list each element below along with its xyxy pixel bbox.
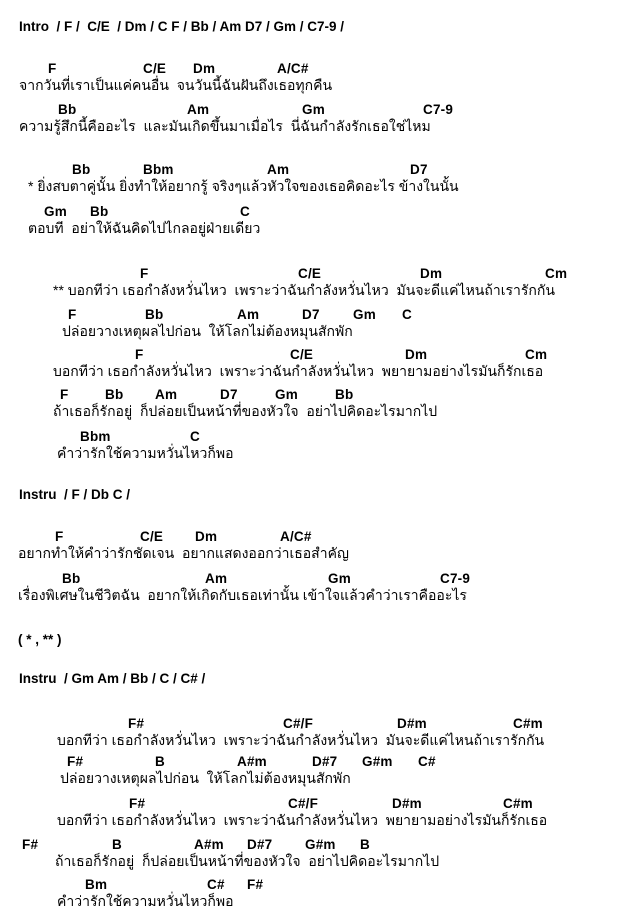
- chord-symbol: Bbm: [80, 429, 111, 444]
- chord-symbol: Am: [267, 162, 290, 177]
- chord-symbol: C#: [207, 877, 225, 892]
- section-label-instru-line-1: [0, 486, 620, 506]
- chord-symbol: F: [140, 266, 149, 281]
- chord-symbol: C7-9: [423, 102, 454, 117]
- chord-symbol: Dm: [405, 347, 428, 362]
- lyric-text: ปล่อยวางเหตุผลไปก่อน ให้โลกไม่ต้องหมุนสักพัก: [60, 770, 351, 786]
- chord-symbol: Gm: [44, 204, 67, 219]
- lyric-text: อยากทำให้คำว่ารักชัดเจน อยากแสดงออกว่าเธอสำคัญ: [18, 545, 349, 561]
- chord-symbol: Gm: [275, 387, 298, 402]
- lyric-line-prechorus-lyric-2: [0, 219, 620, 239]
- chord-symbol: Bb: [90, 204, 109, 219]
- lyric-text: * ยิ่งสบตาคู่นั้น ยิ่งทำให้อยากรู้ จริงๆแล้วหัวใจของเธอคิดอะไร ข้างในนั้น: [28, 178, 459, 194]
- chord-symbol: B: [155, 754, 165, 769]
- lyric-line-verse1-lyric-2: [0, 117, 620, 137]
- chord-symbol: Am: [155, 387, 178, 402]
- chord-symbol: F: [48, 61, 57, 76]
- chord-symbol: F: [68, 307, 77, 322]
- lyric-text: ถ้าเธอก็รักอยู่ ก็ปล่อยเป็นหน้าที่ของหัวใจ อย่าไปคิดอะไรมากไป: [55, 853, 440, 869]
- lyric-text: เรื่องพิเศษในชีวิตฉัน อยากให้เกิดกับเธอเท่านั้น เข้าใจแล้วคำว่าเราคืออะไร: [18, 587, 467, 603]
- chord-symbol: F: [60, 387, 69, 402]
- chord-symbol: Bm: [85, 877, 108, 892]
- chord-symbol: Cm: [525, 347, 548, 362]
- chord-symbol: Bb: [105, 387, 124, 402]
- chord-symbol: A#m: [237, 754, 267, 769]
- chord-symbol: B: [112, 837, 122, 852]
- lyric-text: ตอบที อย่าให้ฉันคิดไปไกลอยู่ฝ่ายเดียว: [28, 220, 261, 236]
- chord-symbol: Am: [237, 307, 260, 322]
- lyric-line-final-chorus-lyric-4: [0, 852, 620, 872]
- chord-symbol: Am: [205, 571, 228, 586]
- section-label-intro-line: [0, 18, 620, 38]
- chord-symbol: A/C#: [280, 529, 312, 544]
- chord-symbol: Bb: [62, 571, 81, 586]
- chord-symbol: D7: [302, 307, 320, 322]
- chord-symbol: F: [135, 347, 144, 362]
- lyric-text: ความรู้สึกนี้คืออะไร และมันเกิดขึ้นมาเมื่อไร นี่ฉันกำลังรักเธอใช่ไหม: [19, 118, 431, 134]
- chord-symbol: Bb: [145, 307, 164, 322]
- chord-symbol: C7-9: [440, 571, 471, 586]
- chord-symbol: C/E: [290, 347, 314, 362]
- lyric-line-prechorus-lyric-1: [0, 177, 620, 197]
- section-label-text: ( * , ** ): [18, 632, 62, 647]
- lyric-line-final-chorus-lyric-3: [0, 811, 620, 831]
- chord-symbol: F#: [129, 796, 146, 811]
- lyric-line-chorus-lyric-3: [0, 362, 620, 382]
- chord-symbol: C/E: [140, 529, 164, 544]
- lyric-text: ** บอกทีว่า เธอกำลังหวั่นไหว เพราะว่าฉันกำลังหวั่นไหว มันจะดีแค่ไหนถ้าเรารักกัน: [53, 282, 555, 298]
- chord-symbol: C/E: [298, 266, 322, 281]
- chord-symbol: A/C#: [277, 61, 309, 76]
- chord-symbol: C#m: [503, 796, 533, 811]
- chord-symbol: Gm: [328, 571, 351, 586]
- section-label-text: Instru / F / Db C /: [19, 487, 130, 502]
- chord-symbol: D7: [220, 387, 238, 402]
- chord-symbol: C: [240, 204, 250, 219]
- chord-symbol: Gm: [353, 307, 376, 322]
- section-label-text: Instru / Gm Am / Bb / C / C# /: [19, 671, 206, 686]
- lyric-line-chorus-lyric-5: [0, 444, 620, 464]
- chord-symbol: D#7: [247, 837, 273, 852]
- chord-symbol: B: [360, 837, 370, 852]
- chord-symbol: C#/F: [288, 796, 319, 811]
- chord-symbol: A#m: [194, 837, 224, 852]
- lyric-line-verse2-lyric-2: [0, 586, 620, 606]
- section-label-repeat-marker-line: [0, 631, 620, 651]
- lyric-line-verse2-lyric-1: [0, 544, 620, 564]
- chord-symbol: Am: [187, 102, 210, 117]
- chord-symbol: C/E: [143, 61, 167, 76]
- chord-symbol: F: [55, 529, 64, 544]
- chord-symbol: F#: [247, 877, 264, 892]
- section-label-text: Intro / F / C/E / Dm / C F / Bb / Am D7 / Gm / C7-9 /: [19, 19, 345, 34]
- lyric-text: ถ้าเธอก็รักอยู่ ก็ปล่อยเป็นหน้าที่ของหัวใจ อย่าไปคิดอะไรมากไป: [53, 403, 438, 419]
- chord-symbol: C#m: [513, 716, 543, 731]
- lyric-line-verse1-lyric-1: [0, 76, 620, 96]
- chord-symbol: C#: [418, 754, 436, 769]
- chord-symbol: F#: [22, 837, 39, 852]
- chord-symbol: Bb: [58, 102, 77, 117]
- chord-symbol: Bb: [335, 387, 354, 402]
- chord-symbol: C: [190, 429, 200, 444]
- lyric-line-final-chorus-lyric-5: [0, 892, 620, 912]
- chord-symbol: G#m: [362, 754, 393, 769]
- section-label-instru-line-2: [0, 670, 620, 690]
- chord-symbol: C#/F: [283, 716, 314, 731]
- lyric-text: คำว่ารักใช้ความหวั่นไหวก็พอ: [57, 893, 234, 909]
- lyric-text: คำว่ารักใช้ความหวั่นไหวก็พอ: [57, 445, 234, 461]
- lyric-text: บอกทีว่า เธอกำลังหวั่นไหว เพราะว่าฉันกำลังหวั่นไหว มันจะดีแค่ไหนถ้าเรารักกัน: [57, 732, 545, 748]
- lyric-text: บอกทีว่า เธอกำลังหวั่นไหว เพราะว่าฉันกำลังหวั่นไหว พยายามอย่างไรมันก็รักเธอ: [57, 812, 548, 828]
- chord-symbol: Bbm: [143, 162, 174, 177]
- chord-symbol: G#m: [305, 837, 336, 852]
- chord-symbol: Dm: [195, 529, 218, 544]
- chord-symbol: C: [402, 307, 412, 322]
- chord-symbol: Dm: [420, 266, 443, 281]
- chord-symbol: Cm: [545, 266, 568, 281]
- chord-symbol: F#: [128, 716, 145, 731]
- lyric-text: ปล่อยวางเหตุผลไปก่อน ให้โลกไม่ต้องหมุนสักพัก: [62, 323, 353, 339]
- chord-symbol: D#m: [397, 716, 427, 731]
- chord-symbol: D#7: [312, 754, 338, 769]
- chord-symbol: Gm: [302, 102, 325, 117]
- chord-symbol: F#: [67, 754, 84, 769]
- chord-symbol: D#m: [392, 796, 422, 811]
- chord-symbol: D7: [410, 162, 428, 177]
- lyric-line-chorus-lyric-2: [0, 322, 620, 342]
- lyric-line-final-chorus-lyric-1: [0, 731, 620, 751]
- lyric-line-final-chorus-lyric-2: [0, 769, 620, 789]
- lyric-line-chorus-lyric-1: [0, 281, 620, 301]
- chord-symbol: Dm: [193, 61, 216, 76]
- lyric-text: จากวันที่เราเป็นแค่คนอื่น จนวันนี้ฉันฝันถึงเธอทุกคืน: [19, 77, 333, 93]
- lyric-line-chorus-lyric-4: [0, 402, 620, 422]
- chord-symbol: Bb: [72, 162, 91, 177]
- lyric-text: บอกทีว่า เธอกำลังหวั่นไหว เพราะว่าฉันกำลังหวั่นไหว พยายามอย่างไรมันก็รักเธอ: [53, 363, 544, 379]
